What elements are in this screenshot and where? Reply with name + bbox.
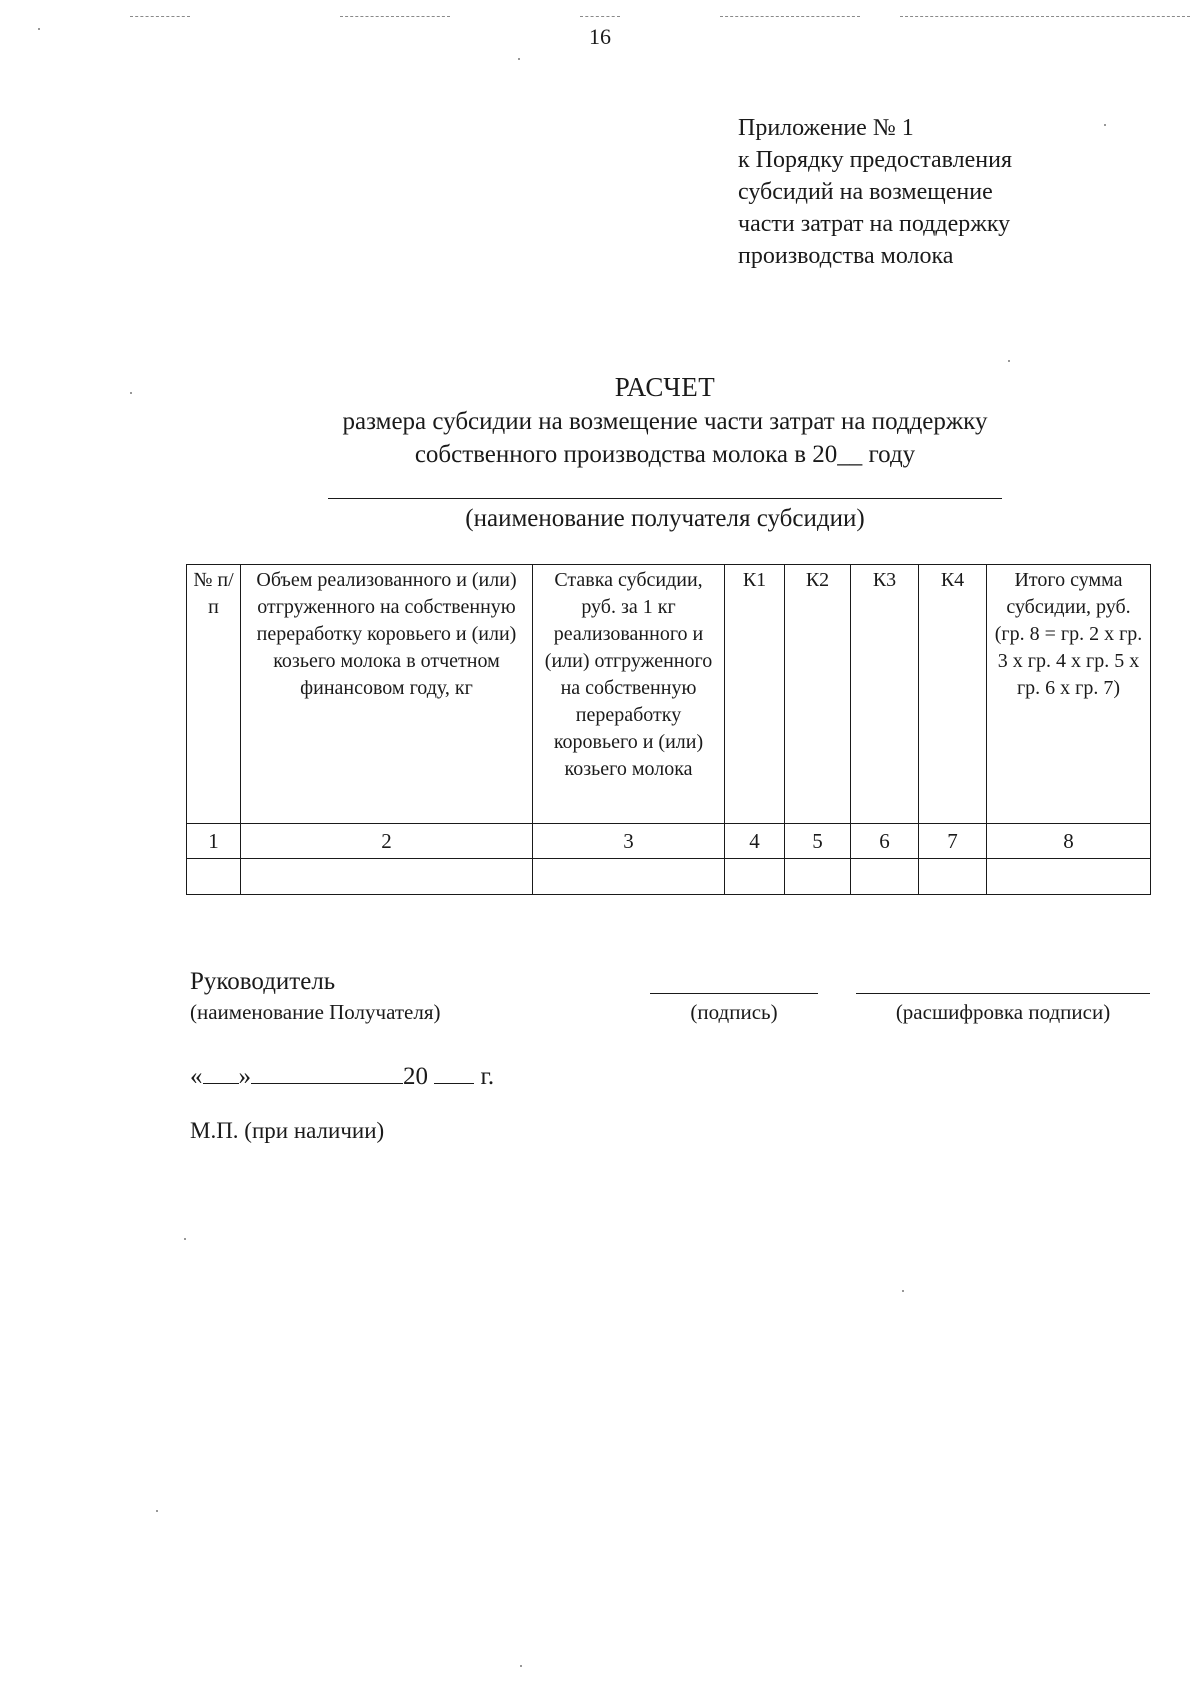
recipient-name-line bbox=[328, 498, 1002, 499]
position-caption: (наименование Получателя) bbox=[190, 1000, 441, 1024]
scan-speck bbox=[1008, 360, 1010, 362]
scan-artifact bbox=[720, 16, 860, 17]
page-number: 16 bbox=[589, 24, 611, 49]
table-cell[interactable] bbox=[187, 859, 241, 895]
appendix-line: субсидий на возмещение bbox=[738, 179, 993, 205]
signature-caption: (подпись) bbox=[690, 1000, 778, 1024]
column-number-cell: 3 bbox=[533, 824, 725, 859]
column-number-cell: 8 bbox=[987, 824, 1151, 859]
table-cell[interactable] bbox=[851, 859, 919, 895]
table-header-row bbox=[187, 565, 1151, 824]
column-number-row bbox=[187, 824, 1151, 859]
table-cell[interactable] bbox=[987, 859, 1151, 895]
column-number-cell: 1 bbox=[187, 824, 241, 859]
subtitle-line: размера субсидии на возмещение части затрат на поддержку bbox=[342, 408, 988, 435]
recipient-caption: (наименование получателя субсидии) bbox=[465, 505, 865, 532]
calculation-table bbox=[186, 564, 1151, 895]
header-cell: № п/п bbox=[187, 565, 241, 824]
month-blank[interactable] bbox=[251, 1061, 403, 1084]
table-cell[interactable] bbox=[241, 859, 533, 895]
appendix-line: к Порядку предоставления bbox=[738, 147, 1013, 173]
scan-artifact bbox=[580, 16, 620, 17]
scan-speck bbox=[156, 1510, 158, 1512]
table-cell[interactable] bbox=[725, 859, 785, 895]
header-cell: К1 bbox=[725, 565, 785, 824]
column-number-cell: 4 bbox=[725, 824, 785, 859]
scan-speck bbox=[520, 1665, 522, 1667]
year-blank[interactable] bbox=[434, 1061, 474, 1084]
appendix-line: части затрат на поддержку bbox=[738, 211, 1011, 237]
table-cell[interactable] bbox=[919, 859, 987, 895]
header-cell: Объем реализованного и (или) отгруженного на собственную переработку коровьего и (или) козьего молока в отчетном финансовом году, кг bbox=[241, 565, 533, 824]
appendix-line: Приложение № 1 bbox=[738, 115, 914, 141]
year-suffix: г. bbox=[480, 1063, 495, 1090]
scan-speck bbox=[902, 1290, 904, 1292]
table-cell[interactable] bbox=[533, 859, 725, 895]
scan-speck bbox=[1104, 124, 1106, 126]
header-cell: К4 bbox=[919, 565, 987, 824]
appendix-line: производства молока bbox=[738, 243, 954, 269]
header-cell: К2 bbox=[785, 565, 851, 824]
day-blank[interactable] bbox=[203, 1061, 239, 1084]
date-close-quote: » bbox=[238, 1063, 251, 1090]
document-subtitle bbox=[190, 405, 1140, 471]
table-cell[interactable] bbox=[785, 859, 851, 895]
scan-speck bbox=[184, 1238, 186, 1240]
scan-speck bbox=[518, 58, 520, 60]
header-cell: Итого сумма субсидии, руб. (гр. 8 = гр. 2 х гр. 3 х гр. 4 х гр. 5 х гр. 6 х гр. 7) bbox=[987, 565, 1151, 824]
appendix-block bbox=[738, 112, 1012, 272]
header-cell: Ставка субсидии, руб. за 1 кг реализованного и (или) отгруженного на собственную переработку коровьего и (или) козьего молока bbox=[533, 565, 725, 824]
column-number-cell: 7 bbox=[919, 824, 987, 859]
scan-artifact bbox=[130, 16, 190, 17]
date-line bbox=[190, 1061, 494, 1091]
header-cell: К3 bbox=[851, 565, 919, 824]
column-number-cell: 2 bbox=[241, 824, 533, 859]
decoding-caption: (расшифровка подписи) bbox=[895, 1000, 1111, 1024]
signature-line[interactable] bbox=[650, 993, 818, 994]
subtitle-line: собственного производства молока в 20__ году bbox=[414, 441, 916, 468]
year-prefix: 20 bbox=[403, 1063, 428, 1090]
scan-artifact bbox=[340, 16, 450, 17]
scan-artifact bbox=[900, 16, 1190, 17]
date-open-quote: « bbox=[190, 1063, 203, 1090]
column-number-cell: 5 bbox=[785, 824, 851, 859]
table-row bbox=[187, 859, 1151, 895]
position-label: Руководитель bbox=[190, 968, 336, 995]
document-title: РАСЧЕТ bbox=[614, 372, 716, 402]
signature-decoding-line[interactable] bbox=[856, 993, 1150, 994]
stamp-label: М.П. (при наличии) bbox=[190, 1118, 385, 1143]
column-number-cell: 6 bbox=[851, 824, 919, 859]
